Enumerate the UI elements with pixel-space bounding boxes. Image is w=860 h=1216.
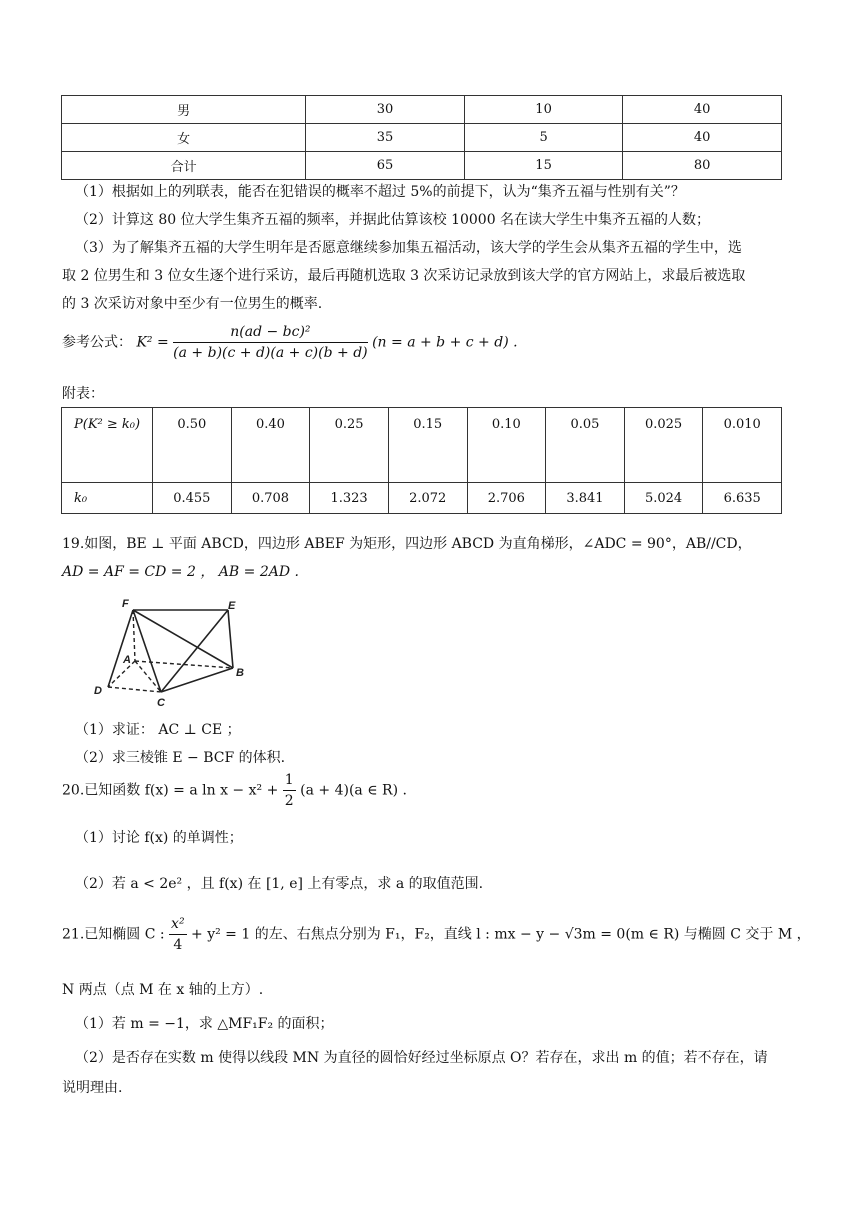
edge-EC [161, 610, 228, 692]
label-F: F [122, 598, 129, 610]
q21-stem-line1 [62, 916, 811, 953]
table-row [62, 152, 782, 180]
q21-part2-line1: （2）是否存在实数 m 使得以线段 MN 为直径的圆恰好经过坐标原点 O？若存在，求出 m 的值；若不存在，请 [75, 1050, 768, 1066]
edge-AB [135, 661, 233, 668]
k0-cell: 0.455 [153, 483, 232, 514]
label-B: B [236, 667, 244, 679]
k0-cell: 5.024 [624, 483, 703, 514]
table-head-probability: P(K² ≥ k₀) [62, 408, 153, 483]
table-cell: 女 [62, 124, 306, 152]
q21-fraction-num: x² [169, 916, 187, 935]
table-row [62, 96, 782, 124]
q21-stem-post: + y² = 1 的左、右焦点分别为 F₁，F₂，直线 l : mx − y − √3m = 0(m ∈ R) 与椭圆 C 交于 M ， [191, 926, 811, 943]
table-head-k0: k₀ [62, 483, 153, 514]
table-cell: 80 [623, 152, 782, 180]
probability-cell: 0.010 [703, 408, 782, 483]
edge-DC [108, 687, 161, 692]
critical-value-table [61, 407, 782, 514]
table-cell: 15 [464, 152, 623, 180]
label-D: D [94, 685, 102, 697]
table-cell: 65 [306, 152, 465, 180]
table-cell: 30 [306, 96, 465, 124]
q21-fraction-den: 4 [173, 937, 183, 953]
label-A: A [123, 654, 131, 666]
label-C: C [157, 697, 165, 709]
q18-part3-line1: （3）为了解集齐五福的大学生明年是否愿意继续参加集五福活动，该大学的学生会从集齐五福的学生中，选 [75, 240, 742, 256]
probability-cell: 0.05 [546, 408, 625, 483]
edge-EB [228, 610, 233, 668]
k0-cell: 2.706 [467, 483, 546, 514]
k0-cell: 6.635 [703, 483, 782, 514]
table-cell: 40 [623, 96, 782, 124]
formula-fraction [173, 324, 367, 361]
probability-cell: 0.50 [153, 408, 232, 483]
table-cell: 合计 [62, 152, 306, 180]
edge-FB [133, 610, 233, 668]
q20-stem [62, 772, 407, 809]
table-row [62, 124, 782, 152]
table-cell: 男 [62, 96, 306, 124]
q20-part1: （1）讨论 f(x) 的单调性； [75, 830, 243, 846]
edge-FC [133, 610, 161, 692]
k0-cell: 2.072 [388, 483, 467, 514]
q20-part2: （2）若 a < 2e² ，且 f(x) 在 [1, e] 上有零点，求 a 的取值范围. [75, 876, 484, 892]
probability-cell: 0.025 [624, 408, 703, 483]
probability-cell: 0.15 [388, 408, 467, 483]
formula-label: 参考公式： [62, 334, 132, 351]
q18-part3-line3: 的 3 次采访对象中至少有一位男生的概率. [62, 296, 323, 312]
table-cell: 5 [464, 124, 623, 152]
probability-cell: 0.25 [310, 408, 389, 483]
contingency-table [61, 95, 782, 180]
formula-lhs: K² = [136, 334, 169, 351]
q21-fraction [169, 916, 187, 953]
q21-part2-line2: 说明理由. [62, 1080, 123, 1096]
q19-stem-line2: AD = AF = CD = 2 ， AB = 2AD . [62, 564, 299, 580]
edge-FD [108, 610, 133, 687]
q19-part2: （2）求三棱锥 E − BCF 的体积. [75, 750, 286, 766]
q21-stem-line2: N 两点（点 M 在 x 轴的上方）. [62, 982, 264, 998]
q19-part1: （1）求证： AC ⊥ CE ； [75, 722, 241, 738]
edge-FA [133, 610, 135, 661]
q21-part1: （1）若 m = −1，求 △MF₁F₂ 的面积； [75, 1016, 334, 1032]
q20-fraction [283, 772, 296, 809]
probability-cell: 0.40 [231, 408, 310, 483]
formula-denominator: (a + b)(c + d)(a + c)(b + d) [173, 345, 368, 361]
q21-stem-pre: 21.已知椭圆 C : [62, 926, 165, 943]
q20-stem-post: (a + 4)(a ∈ R) . [300, 782, 407, 799]
k0-cell: 3.841 [546, 483, 625, 514]
q18-part3-line2: 取 2 位男生和 3 位女生逐个进行采访，最后再随机选取 3 次采访记录放到该大学的官方网站上，求最后被选取 [62, 268, 746, 284]
q20-fraction-num: 1 [283, 772, 296, 791]
table-cell: 35 [306, 124, 465, 152]
label-E: E [228, 600, 236, 612]
q20-stem-pre: 20.已知函数 f(x) = a ln x − x² + [62, 782, 279, 799]
table-cell: 40 [623, 124, 782, 152]
k0-cell: 0.708 [231, 483, 310, 514]
prism-figure [86, 594, 266, 709]
formula-condition: (n = a + b + c + d) . [372, 334, 518, 351]
k0-cell: 1.323 [310, 483, 389, 514]
q19-stem-line1: 19.如图，BE ⊥ 平面 ABCD，四边形 ABEF 为矩形，四边形 ABCD 为直角梯形，∠ADC = 90°，AB//CD， [62, 536, 752, 552]
table-cell: 10 [464, 96, 623, 124]
q20-fraction-den: 2 [284, 793, 294, 809]
q18-part1: （1）根据如上的列联表，能否在犯错误的概率不超过 5%的前提下，认为“集齐五福与性别有关”？ [75, 184, 685, 200]
probability-cell: 0.10 [467, 408, 546, 483]
appendix-label: 附表： [62, 386, 104, 402]
formula-numerator: n(ad − bc)² [173, 324, 367, 343]
reference-formula [62, 324, 518, 361]
q18-part2: （2）计算这 80 位大学生集齐五福的频率，并据此估算该校 10000 名在读大学生中集齐五福的人数； [75, 212, 711, 228]
edge-AC [135, 661, 161, 692]
